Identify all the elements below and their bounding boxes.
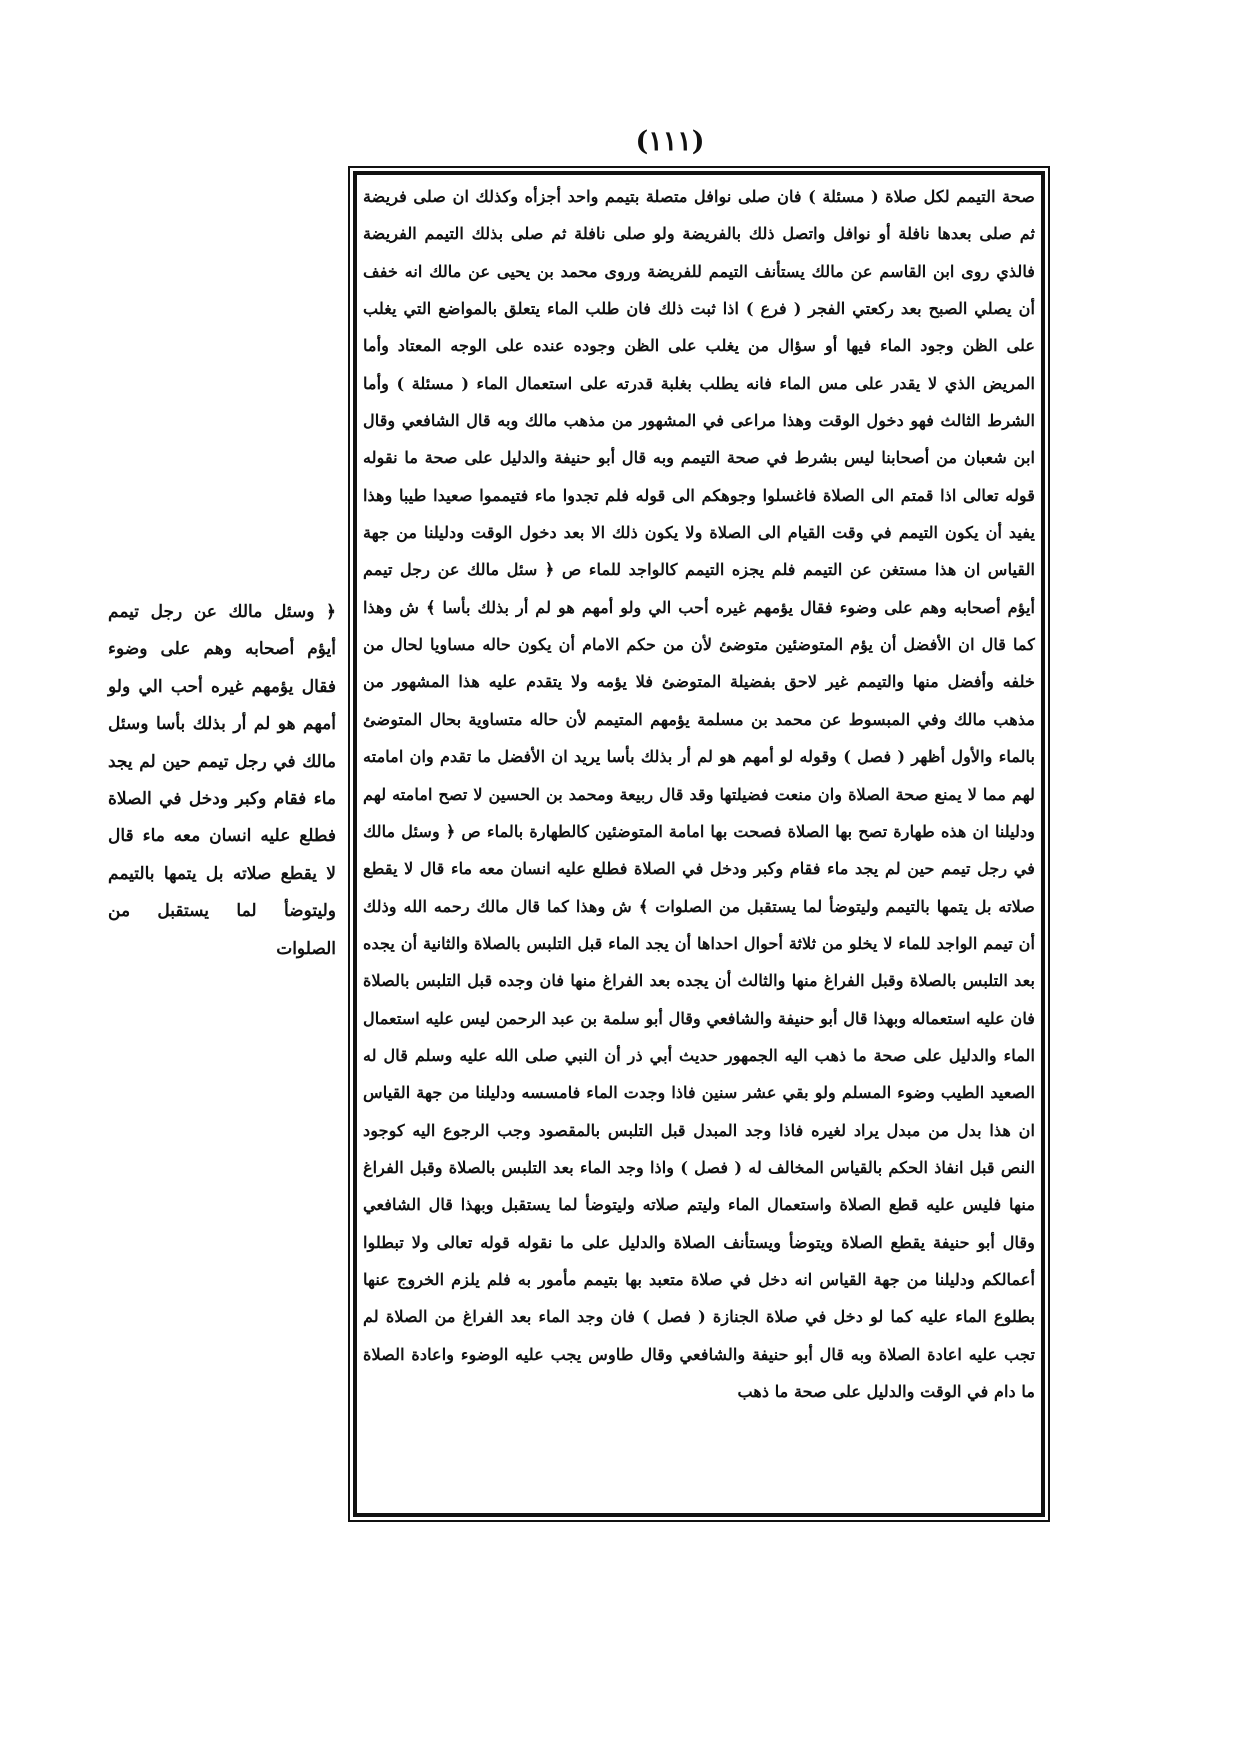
main-text-frame-inner — [353, 171, 1045, 1517]
main-text: صحة التيمم لكل صلاة ( مسئلة ) فان صلى نوافل متصلة بتيمم واحد أجزأه وكذلك ان صلى فريضة ثم صلى بعدها نافلة أو نوافل واتصل ذلك بالفريضة ولو صلى نافلة ثم صلى بذلك التيمم الفريضة فالذي روى ابن القاسم عن مالك يستأنف التيمم للفريضة وروى محمد بن يحيى عن مالك انه خفف أن يصلي الصبح بعد ركعتي الفجر ( فرع ) اذا ثبت ذلك فان طلب الماء يتعلق بالمواضع التي يغلب على الظن وجود الماء فيها أو سؤال من يغلب على الظن وجوده عنده على الوجه المعتاد وأما المريض الذي لا يقدر على مس الماء فانه يطلب بغلبة قدرته على استعمال الماء ( مسئلة ) وأما الشرط الثالث فهو دخول الوقت وهذا مراعى في المشهور من مذهب مالك وبه قال الشافعي وقال ابن شعبان من أصحابنا ليس بشرط في صحة التيمم وبه قال أبو حنيفة والدليل على صحة ما نقوله قوله تعالى اذا قمتم الى الصلاة فاغسلوا وجوهكم الى قوله فلم تجدوا ماء فتيمموا صعيدا طيبا وهذا يفيد أن يكون التيمم في وقت القيام الى الصلاة ولا يكون ذلك الا بعد دخول الوقت ودليلنا من جهة القياس ان هذا مستغن عن التيمم فلم يجزه التيمم كالواجد للماء ص ﴿ سئل مالك عن رجل تيمم أيؤم أصحابه وهم على وضوء فقال يؤمهم غيره أحب الي ولو أمهم هو لم أر بذلك بأسا ﴾ ش وهذا كما قال ان الأفضل أن يؤم المتوضئين متوضئ لأن من حكم الامام أن يكون حاله مساويا لحال من خلفه وأفضل منها والتيمم غير لاحق بفضيلة المتوضئ فلا يؤمه ولا يتقدم عليه هذا المشهور من مذهب مالك وفي المبسوط عن محمد بن مسلمة يؤمهم المتيمم لأن حاله متساوية بحال المتوضئ بالماء والأول أظهر ( فصل ) وقوله لو أمهم هو لم أر بذلك بأسا يريد ان الأفضل ما تقدم وان امامته لهم مما لا يمنع صحة الصلاة وان منعت فضيلتها وقد قال ربيعة ومحمد بن الحسين لا تصح امامته لهم ودليلنا ان هذه طهارة تصح بها الصلاة فصحت بها امامة المتوضئين كالطهارة بالماء ص ﴿ وسئل مالك في رجل تيمم حين لم يجد ماء فقام وكبر ودخل في الصلاة فطلع عليه انسان معه ماء قال لا يقطع صلاته بل يتمها بالتيمم وليتوضأ لما يستقبل من الصلوات ﴾ ش وهذا كما قال مالك رحمه الله وذلك أن تيمم الواجد للماء لا يخلو من ثلاثة أحوال احداها أن يجد الماء قبل التلبس بالصلاة والثانية أن يجده بعد التلبس بالصلاة وقبل الفراغ منها والثالث أن يجده بعد الفراغ منها فان وجده قبل التلبس بالصلاة فان عليه استعماله وبهذا قال أبو حنيفة والشافعي وقال أبو سلمة بن عبد الرحمن ليس عليه استعمال الماء والدليل على صحة ما ذهب اليه الجمهور حديث أبي ذر أن النبي صلى الله عليه وسلم قال له الصعيد الطيب وضوء المسلم ولو بقي عشر سنين فاذا وجدت الماء فامسسه ودليلنا من جهة القياس ان هذا بدل من مبدل يراد لغيره فاذا وجد المبدل قبل التلبس بالمقصود وجب الرجوع اليه كوجود النص قبل انفاذ الحكم بالقياس المخالف له ( فصل ) واذا وجد الماء بعد التلبس بالصلاة وقبل الفراغ منها فليس عليه قطع الصلاة واستعمال الماء وليتم صلاته وليتوضأ لما يستقبل وبهذا قال الشافعي وقال أبو حنيفة يقطع الصلاة ويتوضأ ويستأنف الصلاة والدليل على ما نقوله قوله تعالى ولا تبطلوا أعمالكم ودليلنا من جهة القياس انه دخل في صلاة متعبد بها بتيمم مأمور به فلم يلزم الخروج عنها بطلوع الماء عليه كما لو دخل في صلاة الجنازة ( فصل ) فان وجد الماء بعد الفراغ من الصلاة لم تجب عليه اعادة الصلاة وبه قال أبو حنيفة والشافعي وقال طاوس يجب عليه الوضوء واعادة الصلاة ما دام في الوقت والدليل على صحة ما ذهب — [363, 187, 1035, 1401]
margin-note: ﴿ وسئل مالك عن رجل تيمم أيؤم أصحابه وهم على وضوء فقال يؤمهم غيره أحب الي ولو أمهم هو لم أر بذلك بأسا وسئل مالك في رجل تيمم حين لم يجد ماء فقام وكبر ودخل في الصلاة فطلع عليه انسان معه ماء قال لا يقطع صلاته بل يتمها بالتيمم وليتوضأ لما يستقبل من الصلوات — [108, 602, 336, 959]
page-number: (١١١) — [635, 126, 705, 157]
main-text-frame — [348, 166, 1050, 1522]
